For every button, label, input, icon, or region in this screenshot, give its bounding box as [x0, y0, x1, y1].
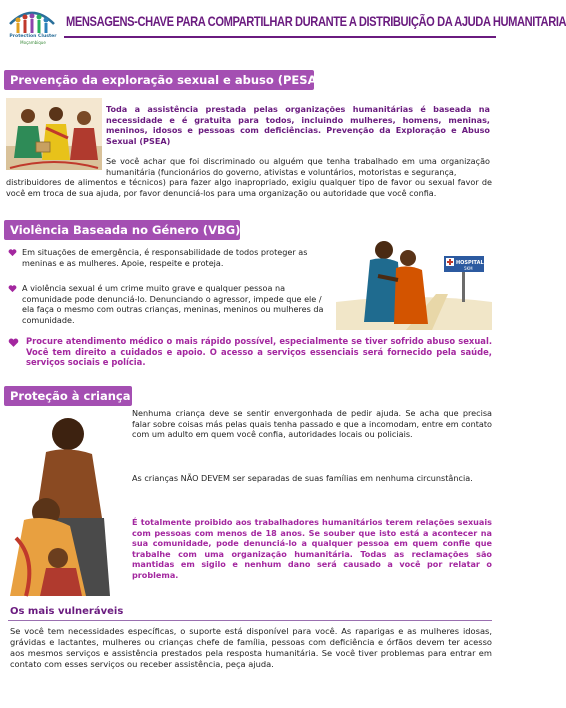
- heart-bullet-icon: [8, 248, 17, 257]
- section-heading-child-protection-label: Proteção à criança: [10, 389, 131, 403]
- mother-child-illustration: [6, 408, 124, 596]
- distribution-illustration: [6, 98, 102, 170]
- gbv-highlight-paragraph: Procure atendimento médico o mais rápido possível, especialmente se tiver sofrido abuso sexual. Você tem direito a cuidados e apoio. O acesso a serviços essenciais será fornecido pela saúde, serviços sociais e polícia.: [26, 336, 492, 368]
- hospital-sign-distance: 5KM: [464, 266, 473, 271]
- page-title: MENSAGENS-CHAVE PARA COMPARTILHAR DURANTE A DISTRIBUIÇÃO DA AJUDA HUMANITARIA: [66, 14, 566, 29]
- psea-body-paragraph-1: Se você achar que foi discriminado ou alguém que tenha trabalhado em uma organização humanitária (funcionários do governo, ativistas e voluntários, motoristas e segurança,: [106, 156, 490, 177]
- logo-subtext: Moçambique: [20, 40, 46, 45]
- section-heading-vulnerable: Os mais vulneráveis: [10, 606, 124, 617]
- section-heading-psea-label: Prevenção da exploração sexual e abuso (PESA): [10, 73, 322, 87]
- section-divider: [8, 620, 492, 621]
- psea-body-paragraph-2: distribuidores de alimentos e técnicos) para fazer algo inapropriado, exigiu qualquer tipo de favor ou sexual favor de você em troca de sua ajuda, por favor denunciá-los para uma organização ou autoridade que você confia.: [6, 177, 492, 198]
- section-heading-gbv-label: Violência Baseada no Género (VBG): [10, 223, 241, 237]
- gbv-bullet-1-text: Em situações de emergência, é responsabilidade de todos proteger as meninas e as mulheres. Apoie, respeite e proteja.: [22, 247, 308, 268]
- vulnerable-paragraph: Se você tem necessidades específicas, o suporte está disponível para você. As raparigas e as mulheres idosas, grávidas e lactantes, mulheres ou crianças chefe de família, pessoas com deficiência e órfãos devem ter acesso aos mesmos serviços e assistência prestados pela resposta humanitária. Se você tiver problemas para entrar em contato com esses serviços ou receber assistência, peça ajuda.: [10, 626, 492, 669]
- hospital-road-illustration: [336, 232, 492, 330]
- section-heading-psea: [4, 70, 322, 90]
- gbv-bullet-2-text: A violência sexual é um crime muito grave e qualquer pessoa na comunidade pode denunciá-lo. Denunciando o agressor, impede que ele / ela faça o mesmo com outras crianças, meninas, meninos ou mulheres da comunidade.: [22, 283, 324, 325]
- hospital-sign-text: HOSPITAL: [456, 260, 484, 266]
- section-heading-child-protection: [4, 386, 132, 406]
- section-heading-gbv: [4, 220, 240, 240]
- psea-lead-paragraph: Toda a assistência prestada pelas organizações humanitárias é baseada na necessidade e é gratuita para todos, incluindo mulheres, homens, meninas, meninos, idosos e pessoas com deficiências. Prevenção da Exploração e Abuso Sexual (PSEA): [106, 104, 490, 146]
- child-paragraph-1: Nenhuma criança deve se sentir envergonhada de pedir ajuda. Se acha que precisa falar sobre coisas más pelas quais tenha passado e que a incomodam, entre em contato com um adulto em quem você confia, autoridades locais ou policiais.: [132, 408, 492, 440]
- list-item: [8, 247, 334, 271]
- title-underline: [64, 36, 496, 38]
- child-highlight-paragraph: É totalmente proibido aos trabalhadores humanitários terem relações sexuais com pessoas com menos de 18 anos. Se souber que isto está a acontecer na sua comunidade, pode denunciá-lo a qualquer pessoa em quem confie que trabalhe com uma organização humanitária. Todas as reclamações são mantidas em sigilo e nenhum dano será causado a você por relatar o problema.: [132, 517, 492, 580]
- heart-bullet-icon: [8, 337, 19, 348]
- logo-text: Protection Cluster: [9, 34, 57, 39]
- heart-bullet-icon: [8, 284, 17, 293]
- list-item: [8, 283, 334, 325]
- page-header: [0, 0, 566, 52]
- child-paragraph-2: As crianças NÃO DEVEM ser separadas de suas famílias em nenhuma circunstância.: [132, 473, 473, 483]
